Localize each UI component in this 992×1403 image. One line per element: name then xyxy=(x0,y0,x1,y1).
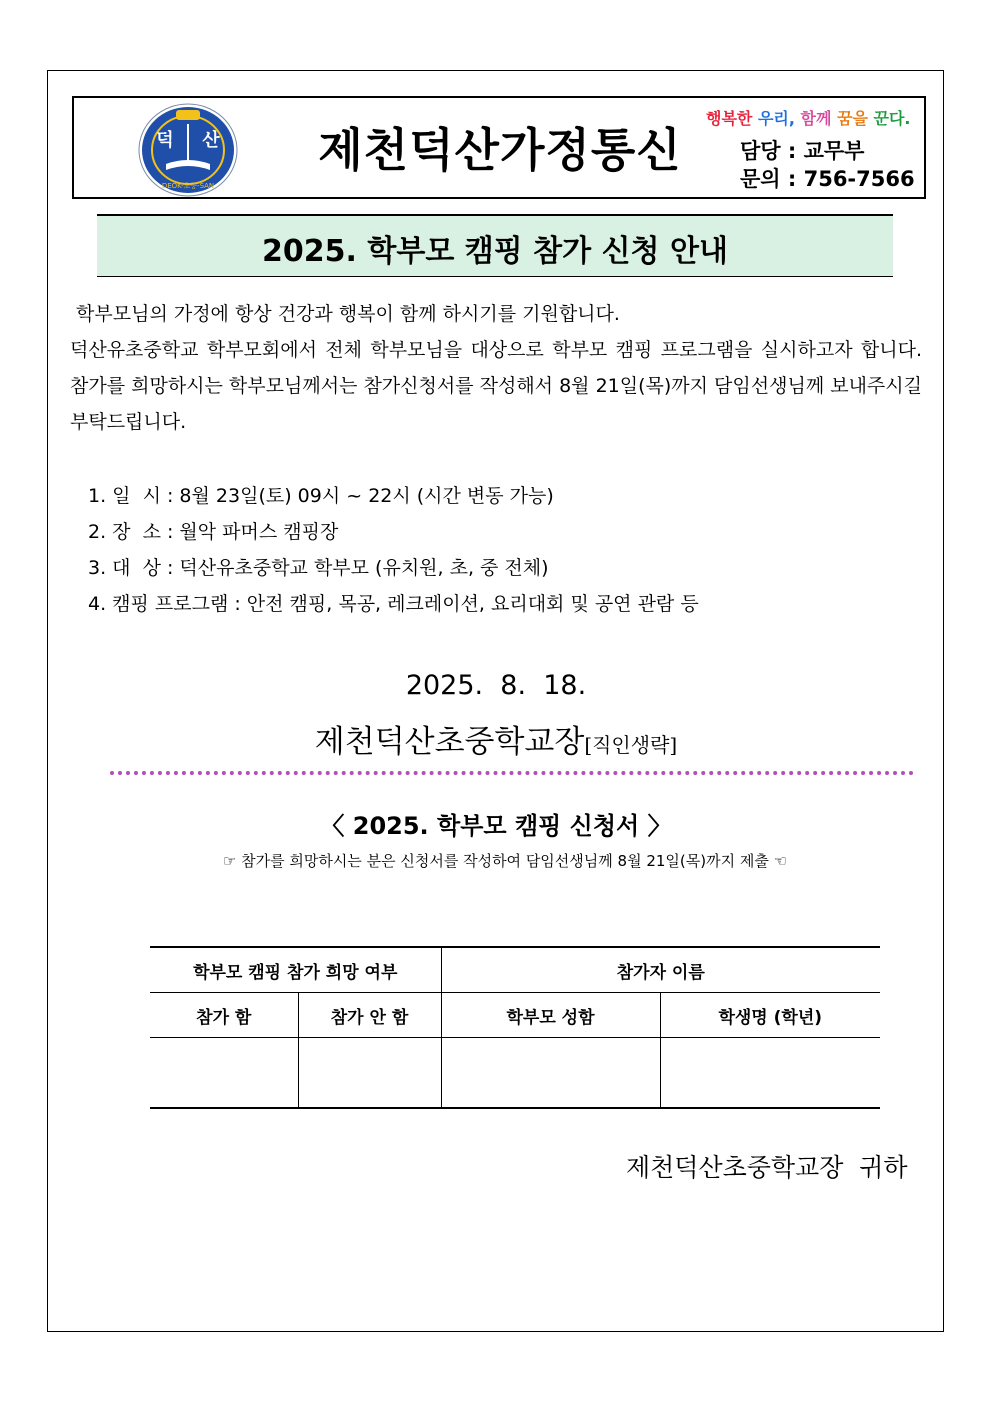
logo-bottom-text: DEOK-초중-SAN xyxy=(161,182,215,190)
application-table xyxy=(150,946,880,1109)
logo-char-left: 덕 xyxy=(156,130,174,151)
event-details xyxy=(88,478,888,622)
cell-attend[interactable] xyxy=(150,1038,298,1108)
notice-title: 2025. 학부모 캠핑 참가 신청 안내 xyxy=(262,234,728,269)
col-parent-name: 학부모 성함 xyxy=(441,993,660,1038)
cut-line-divider xyxy=(110,771,914,775)
contact-department: 담당 : 교무부 xyxy=(740,139,865,163)
greeting-paragraph: 학부모님의 가정에 항상 건강과 행복이 함께 하시기를 기원합니다. xyxy=(70,303,620,325)
detail-place: 2. 장 소 : 월악 파머스 캠핑장 xyxy=(88,521,339,543)
newsletter-title: 제천덕산가정통신 xyxy=(318,123,682,177)
notice-body xyxy=(70,296,922,440)
cell-not-attend[interactable] xyxy=(298,1038,441,1108)
detail-datetime: 1. 일 시 : 8월 23일(토) 09시 ~ 22시 (시간 변동 가능) xyxy=(88,485,554,507)
detail-program: 4. 캠핑 프로그램 : 안전 캠핑, 목공, 레크레이션, 요리대회 및 공연 관람 등 xyxy=(88,593,699,615)
school-logo xyxy=(138,102,238,198)
col-student-name: 학생명 (학년) xyxy=(660,993,880,1038)
form-title: 〈 2025. 학부모 캠핑 신청서 〉 xyxy=(320,812,672,840)
form-instruction: ☞ 참가를 희망하시는 분은 신청서를 작성하여 담임선생님께 8월 21일(목)까지 제출 ☜ xyxy=(222,852,788,870)
request-paragraph: 덕산유초중학교 학부모회에서 전체 학부모님을 대상으로 학부모 캠핑 프로그램을 실시하고자 합니다. 참가를 희망하시는 학부모님께서는 참가신청서를 작성해서 8월 21일(목)까지 담임선생님께 보내주시길 부탁드립니다. xyxy=(70,339,923,433)
logo-char-right: 산 xyxy=(202,130,220,151)
slogan-part: 꿈을 xyxy=(837,109,874,128)
issue-date: 2025. 8. 18. xyxy=(405,670,587,701)
slogan-part: 함께 xyxy=(800,109,837,128)
cell-student-name[interactable] xyxy=(660,1038,880,1108)
slogan xyxy=(706,106,926,129)
recipient-line: 제천덕산초중학교장 귀하 xyxy=(626,1153,908,1182)
cell-parent-name[interactable] xyxy=(441,1038,660,1108)
signer-name: 제천덕산초중학교장 xyxy=(314,724,585,760)
col-attend: 참가 함 xyxy=(150,993,298,1038)
header-participant-name: 참가자 이름 xyxy=(441,947,880,993)
col-not-attend: 참가 안 함 xyxy=(298,993,441,1038)
slogan-part: 우리, xyxy=(757,109,801,128)
slogan-part: 꾼다. xyxy=(873,109,911,128)
detail-target: 3. 대 상 : 덕산유초중학교 학부모 (유치원, 초, 중 전체) xyxy=(88,557,549,579)
signer-line xyxy=(0,716,992,761)
slogan-part: 행복한 xyxy=(706,109,758,128)
seal-note: [직인생략] xyxy=(584,733,678,757)
header-participation: 학부모 캠핑 참가 희망 여부 xyxy=(150,947,441,993)
contact-phone: 문의 : 756-7566 xyxy=(740,167,915,191)
